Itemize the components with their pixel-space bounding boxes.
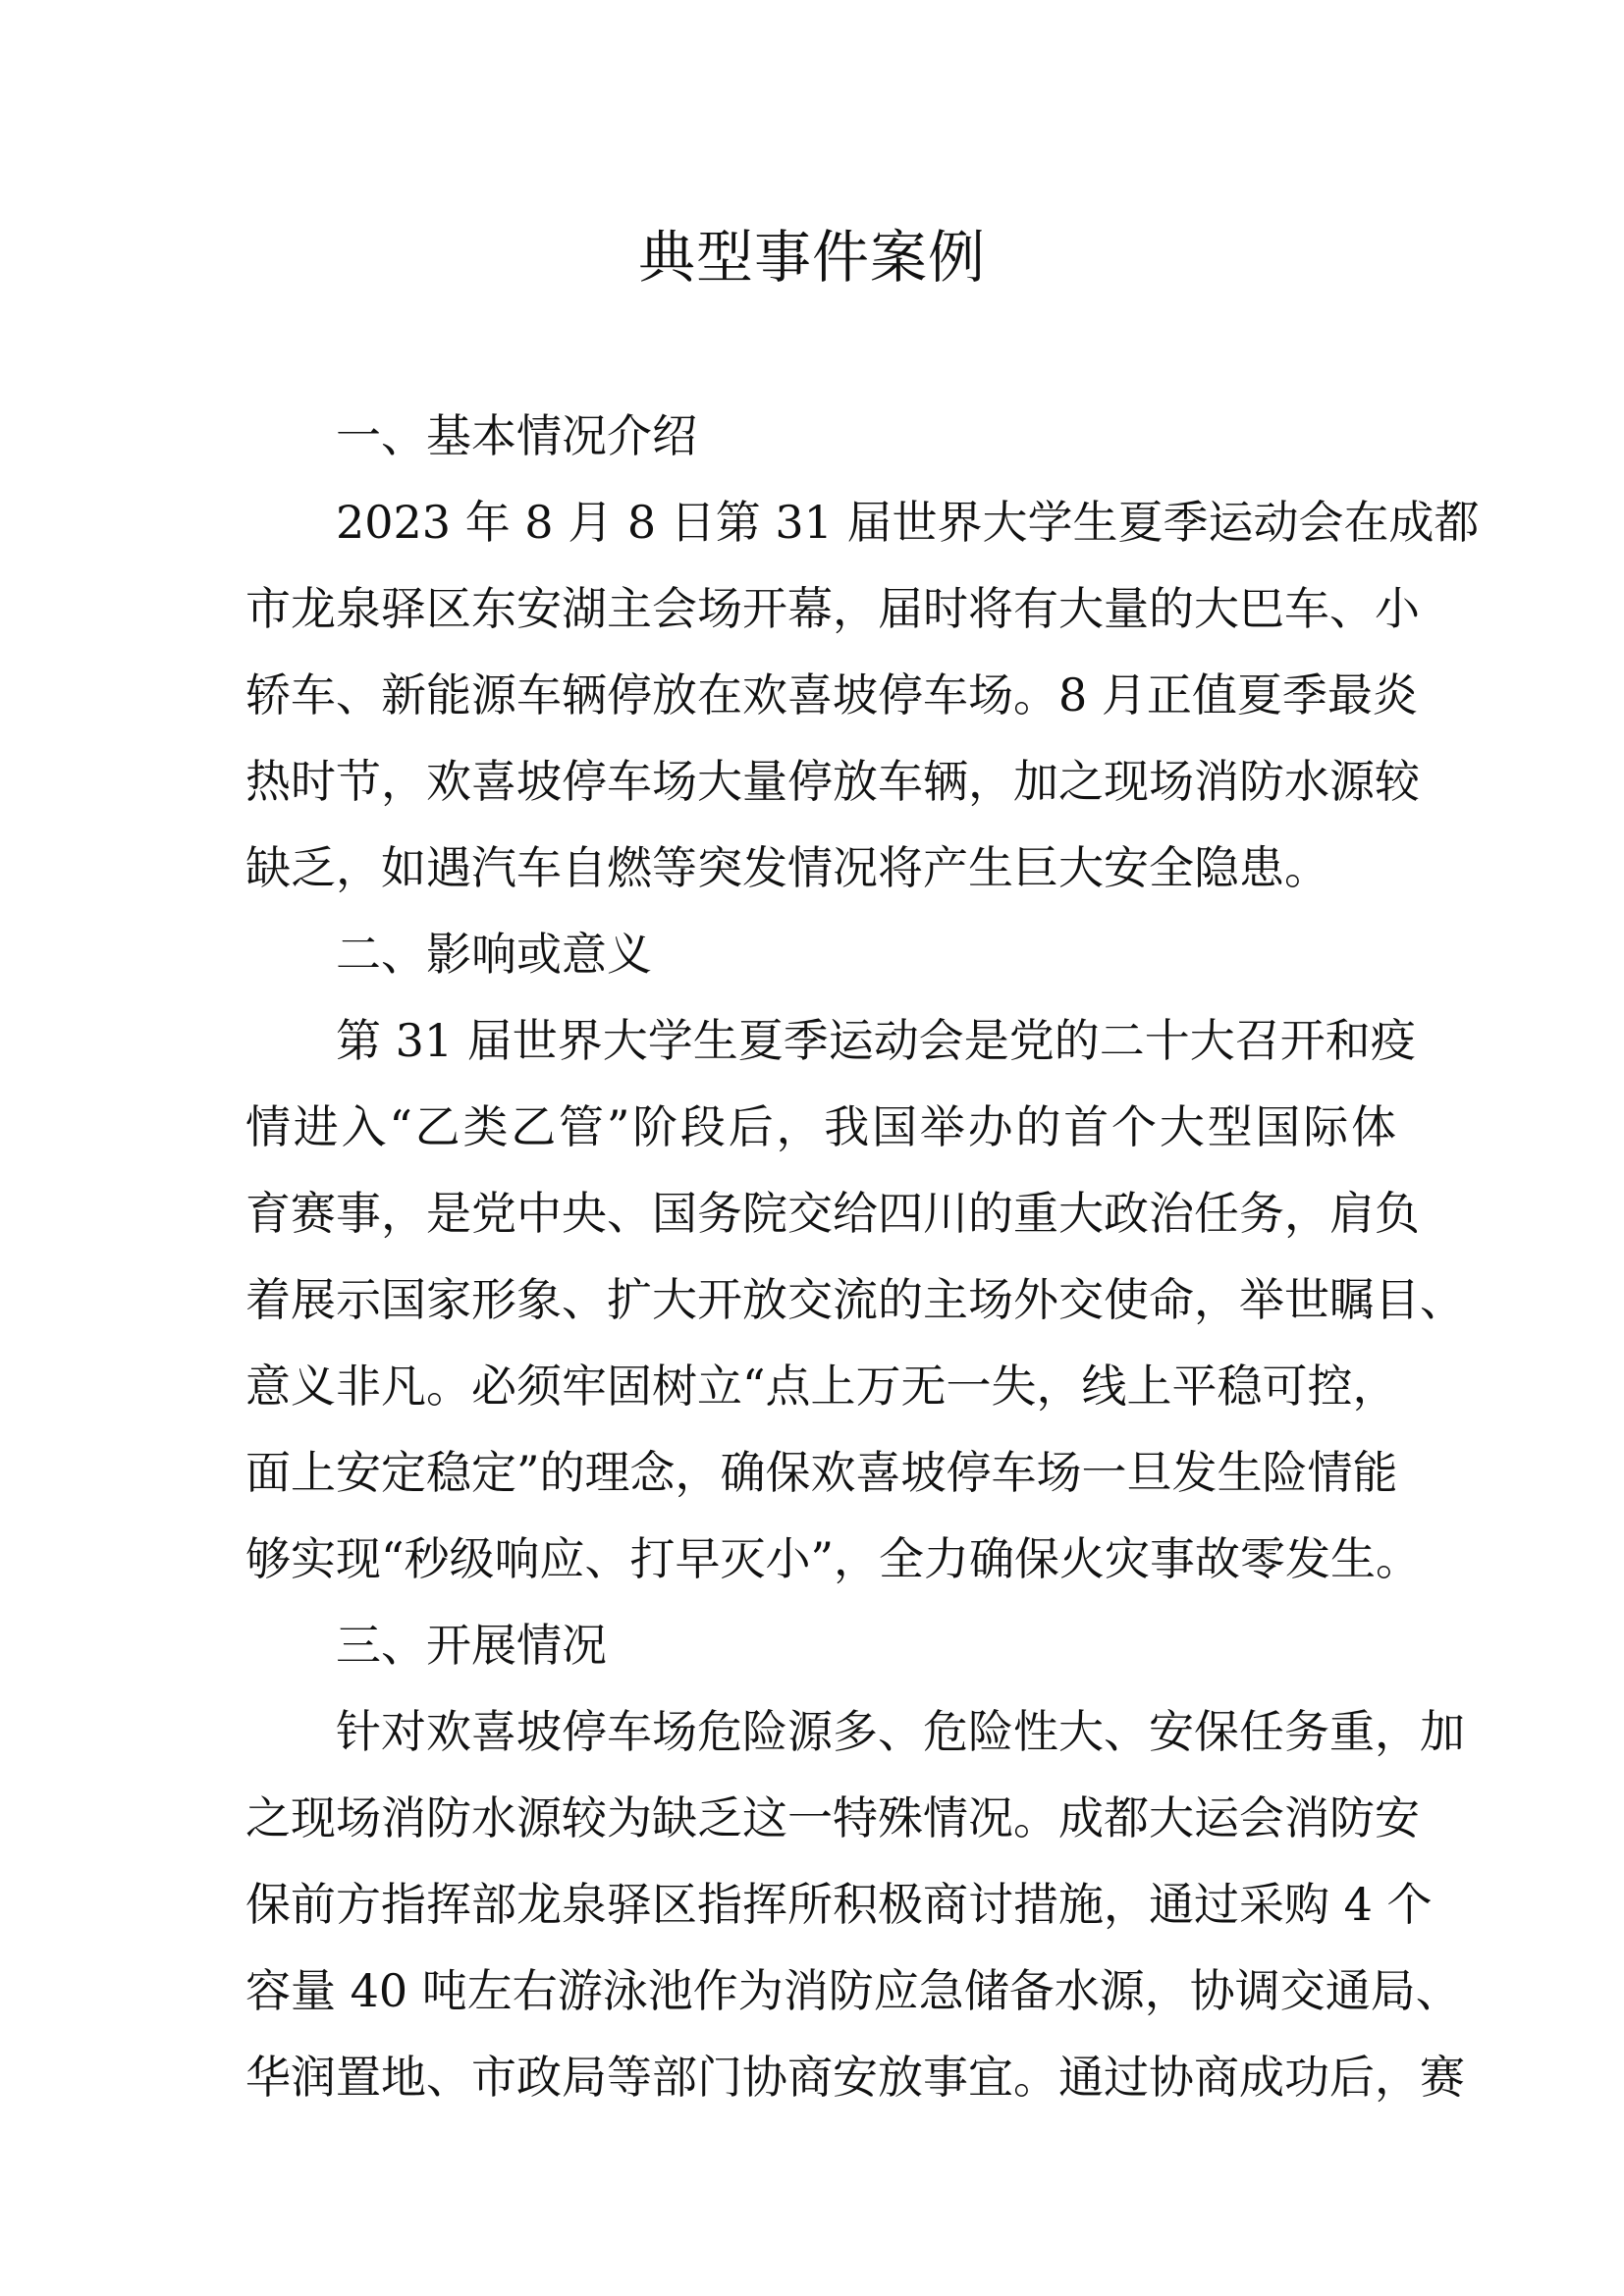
section-paragraph-progress: [245, 1688, 1465, 2120]
paragraph-line: 第 31 届世界大学生夏季运动会是党的二十大召开和疫: [336, 1014, 1416, 1067]
paragraph-line: 之现场消防水源较为缺乏这一特殊情况。成都大运会消防安: [245, 1791, 1420, 1844]
section-heading-basic-info: 一、基本情况介绍: [336, 409, 697, 462]
section-paragraph-significance: [245, 997, 1465, 1602]
document-body: [245, 393, 1480, 2120]
paragraph-line: 2023 年 8 月 8 日第 31 届世界大学生夏季运动会在成都: [336, 496, 1480, 549]
paragraph-line: 保前方指挥部龙泉驿区指挥所积极商讨措施，通过采购 4 个: [245, 1878, 1433, 1931]
paragraph-line: 轿车、新能源车辆停放在欢喜坡停车场。8 月正值夏季最炎: [245, 668, 1418, 721]
paragraph-line: 意义非凡。必须牢固树立“点上万无一失，线上平稳可控，: [245, 1360, 1398, 1413]
paragraph-line: 情进入“乙类乙管”阶段后，我国举办的首个大型国际体: [245, 1100, 1396, 1153]
paragraph-line: 针对欢喜坡停车场危险源多、危险性大、安保任务重，加: [336, 1705, 1465, 1758]
paragraph-line: 面上安定稳定”的理念，确保欢喜坡停车场一旦发生险情能: [245, 1446, 1398, 1499]
paragraph-line: 育赛事，是党中央、国务院交给四川的重大政治任务，肩负: [245, 1187, 1420, 1240]
paragraph-line: 着展示国家形象、扩大开放交流的主场外交使命，举世瞩目、: [245, 1273, 1465, 1326]
paragraph-line: 容量 40 吨左右游泳池作为消防应急储备水源，协调交通局、: [245, 1964, 1461, 2017]
section-paragraph-basic-info: [245, 479, 1480, 911]
paragraph-line: 热时节，欢喜坡停车场大量停放车辆，加之现场消防水源较: [245, 755, 1420, 808]
section-heading-progress: 三、开展情况: [336, 1619, 607, 1672]
paragraph-line: 市龙泉驿区东安湖主会场开幕，届时将有大量的大巴车、小: [245, 582, 1420, 635]
paragraph-line: 华润置地、市政局等部门协商安放事宜。通过协商成功后，赛: [245, 2051, 1465, 2104]
section-heading-significance: 二、影响或意义: [336, 928, 652, 981]
paragraph-line: 缺乏，如遇汽车自燃等突发情况将产生巨大安全隐患。: [245, 841, 1329, 894]
document-title: 典型事件案例: [637, 224, 986, 291]
paragraph-line: 够实现“秒级响应、打早灭小”，全力确保火灾事故零发生。: [245, 1532, 1422, 1585]
